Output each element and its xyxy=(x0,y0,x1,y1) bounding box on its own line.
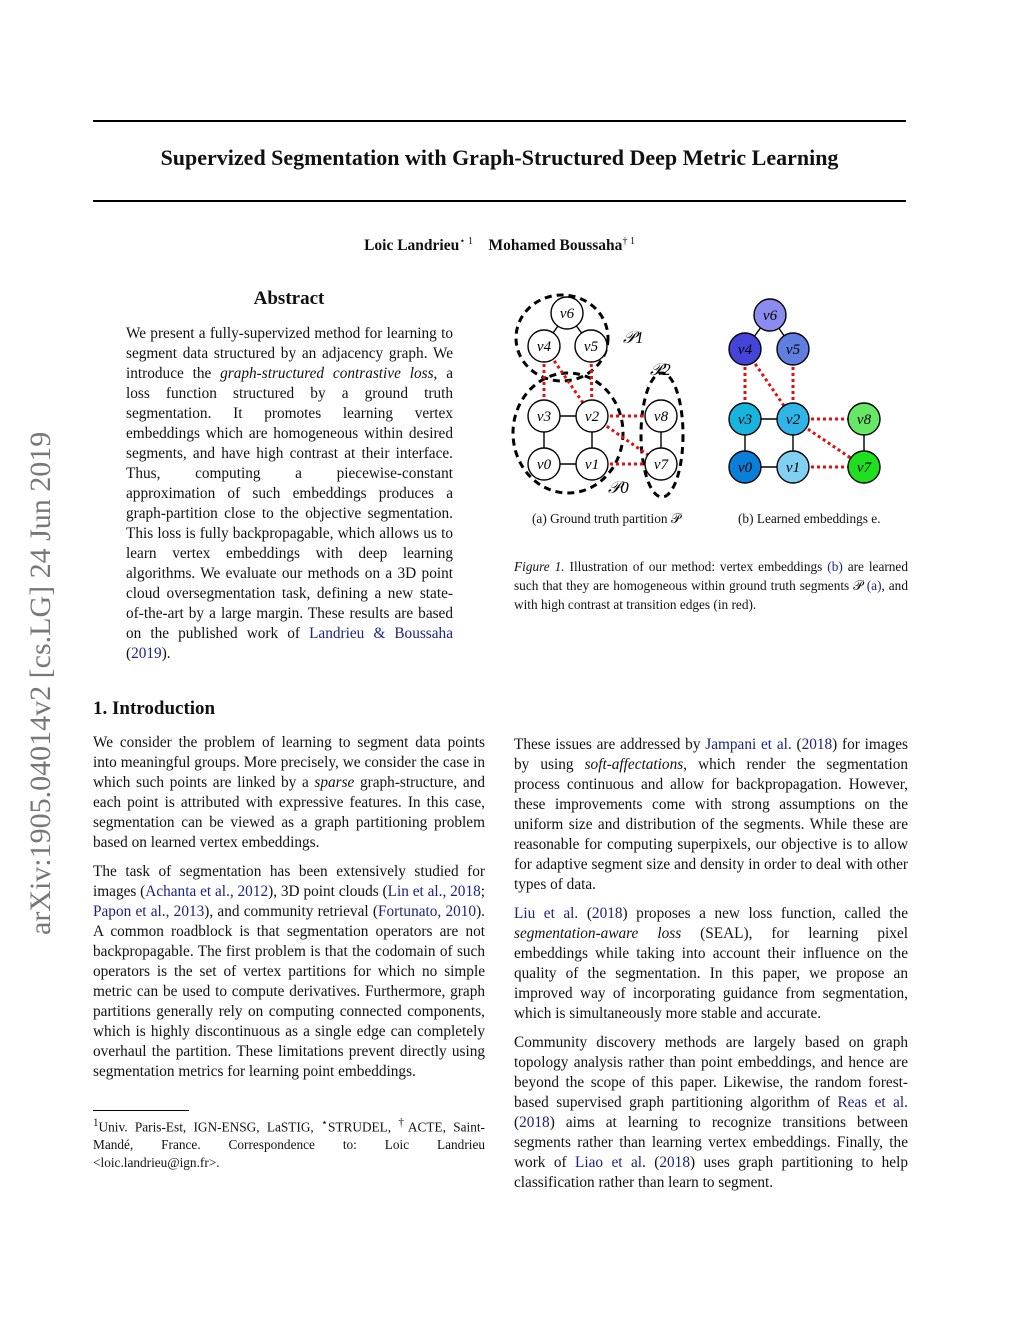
citation-year-link[interactable]: 2018 xyxy=(801,736,833,753)
affiliation-footnote: $^1$Univ. Paris-Est, IGN-ENSG, LaSTIG, ⋆STRUDEL, †ACTE, Saint-Mandé, France. Correspondence to: Loic Landrieu <loic.landrieu@ign.fr>. xyxy=(93,1117,485,1171)
node-b-v8-label: v8 xyxy=(856,412,872,428)
section-heading-introduction: 1. Introduction xyxy=(93,698,216,719)
right-paragraph-2: Liu et al. (2018) proposes a new loss function, called the segmentation-aware loss (SEAL), for learning pixel embeddings while taking into account their influence on the quality of the segmentation. In this paper, we propose an improved way of incorporating guidance from segmentation, which is simultaneously more stable and accurate. xyxy=(514,905,908,1022)
top-rule xyxy=(93,120,906,122)
figure-ref-b[interactable]: (b) xyxy=(827,559,843,574)
title-bottom-rule xyxy=(93,200,906,202)
citation-link[interactable]: Lin et al., 2018 xyxy=(387,883,481,900)
node-b-v5-label: v5 xyxy=(785,342,801,358)
node-b-v2-label: v2 xyxy=(785,412,801,428)
intro-left-column xyxy=(93,733,485,1091)
citation-link[interactable]: Liao et al. xyxy=(575,1154,646,1171)
node-b-v3-label: v3 xyxy=(737,412,753,428)
citation-link[interactable]: Liu et al. xyxy=(514,905,579,922)
right-paragraph-3: Community discovery methods are largely based on graph topology analysis rather than point embeddings, and hence are beyond the scope of this paper. Likewise, the random forest-based supervised graph partitioning algorithm of Reas et al. (2018) aims at learning to recognize transitions between segments rather than learning vertex embeddings. Finally, the work of Liao et al. (2018) uses graph partitioning to help classification rather than learn to segment. xyxy=(514,1034,908,1191)
author-1: Loic Landrieu xyxy=(364,237,460,255)
author-2: Mohamed Boussaha xyxy=(488,237,623,255)
citation-link[interactable]: Reas et al. xyxy=(837,1094,908,1111)
node-a-v4-label: v4 xyxy=(536,339,552,355)
citation-year-link[interactable]: 2018 xyxy=(659,1154,690,1171)
author-list xyxy=(93,236,906,255)
panel-a xyxy=(513,295,683,497)
citation-year-link[interactable]: 2018 xyxy=(519,1114,550,1131)
node-a-v2-label: v2 xyxy=(584,409,600,425)
intro-right-column xyxy=(514,735,908,1202)
author-2-affil: † 1 xyxy=(622,236,635,247)
subcaption-a: (a) Ground truth partition 𝒫 xyxy=(532,511,681,526)
node-a-v6-label: v6 xyxy=(559,306,575,322)
node-b-v0-label: v0 xyxy=(737,460,753,476)
intro-paragraph-1: We consider the problem of learning to segment data points into meaningful groups. More precisely, we consider the case in which such points are linked by a sparse graph-structure, and each point is attributed with expressive features. In this case, segmentation can be viewed as a graph partitioning problem based on learned vertex embeddings. xyxy=(93,734,485,851)
abstract-heading: Abstract xyxy=(253,288,325,309)
intro-paragraph-2: The task of segmentation has been extensively studied for images (Achanta et al., 2012), 3D point clouds (Lin et al., 2018; Papon et al., 2013), and community retrieval (Fortunato, 2010). A common roadblock is that segmentation operators are not backpropagable. The first problem is that the codomain of such operators is the set of vertex partitions for which no simple metric can be used to compute derivatives. Furthermore, graph partitions generally rely on computing connected components, which is highly discontinuous as a single edge can completely overhaul the partition. These limitations prevent directly using segmentation metrics for learning point embeddings. xyxy=(93,863,485,1080)
citation-link[interactable]: Jampani et al. xyxy=(705,736,792,753)
node-a-v5-label: v5 xyxy=(583,339,599,355)
partition-p0-label: 𝒫0 xyxy=(608,478,629,497)
citation-year-link[interactable]: 2019 xyxy=(131,645,162,662)
node-b-v1-label: v1 xyxy=(785,460,801,476)
figure-1 xyxy=(500,285,920,535)
graph-illustration xyxy=(500,285,920,535)
node-b-v6-label: v6 xyxy=(762,308,778,324)
author-1-affil: ⋆ 1 xyxy=(459,236,473,247)
citation-link[interactable]: Papon et al., 2013 xyxy=(93,903,205,920)
subcaption-b: (b) Learned embeddings e. xyxy=(738,511,881,526)
partition-p1-label: 𝒫1 xyxy=(623,328,644,347)
footnote-rule xyxy=(93,1110,189,1111)
partition-p2-label: 𝒫2 xyxy=(650,360,671,379)
node-a-v1-label: v1 xyxy=(584,457,600,473)
figure-ref-a[interactable]: (a) xyxy=(866,578,882,593)
node-a-v0-label: v0 xyxy=(536,457,552,473)
arxiv-side-label: arXiv:1905.04014v2 [cs.LG] 24 Jun 2019 xyxy=(24,431,57,935)
panel-b xyxy=(729,299,880,483)
citation-link[interactable]: Fortunato, 2010 xyxy=(377,903,477,920)
right-paragraph-1: These issues are addressed by Jampani et al. (2018) for images by using soft-affectations, which render the segmentation process continuous and allow for backpropagation. However, these improvements come with strong assumptions on the uniform size and distribution of the segments. While these are reasonable for computing superpixels, our objective is to allow for adaptive segment size and density in order to deal with other types of data. xyxy=(514,736,908,893)
node-a-v7-label: v7 xyxy=(653,457,669,473)
node-a-v3-label: v3 xyxy=(536,409,552,425)
node-b-v7-label: v7 xyxy=(856,460,872,476)
paper-title: Supervized Segmentation with Graph-Structured Deep Metric Learning xyxy=(160,145,839,170)
node-a-v8-label: v8 xyxy=(653,409,669,425)
citation-link[interactable]: Achanta et al., 2012 xyxy=(145,883,269,900)
partition-p0-outline xyxy=(513,373,623,493)
figure-label: Figure 1. xyxy=(514,559,565,574)
citation-year-link[interactable]: 2018 xyxy=(591,905,623,922)
node-b-v4-label: v4 xyxy=(737,342,753,358)
abstract-body: We present a fully-supervized method for learning to segment data structured by an adjacency graph. We introduce the graph-structured contrastive loss, a loss function structured by a ground truth segmentation. It promotes learning vertex embeddings which are homogeneous within desired segments, and have high contrast at their interface. Thus, computing a piecewise-constant approximation of such embeddings produces a graph-partition close to the objective segmentation. This loss is fully backpropagable, which allows us to learn vertex embeddings with deep learning algorithms. We evaluate our methods on a 3D point cloud oversegmentation task, defining a new state-of-the-art by a large margin. These results are based on the published work of Landrieu & Boussaha (2019). xyxy=(126,325,453,662)
citation-link[interactable]: Landrieu & Boussaha xyxy=(309,625,453,642)
figure-caption: Figure 1. Illustration of our method: vertex embeddings (b) are learned such that they are homogeneous within ground truth segments 𝒫 (a), and with high contrast at transition edges (in red). xyxy=(514,559,908,612)
